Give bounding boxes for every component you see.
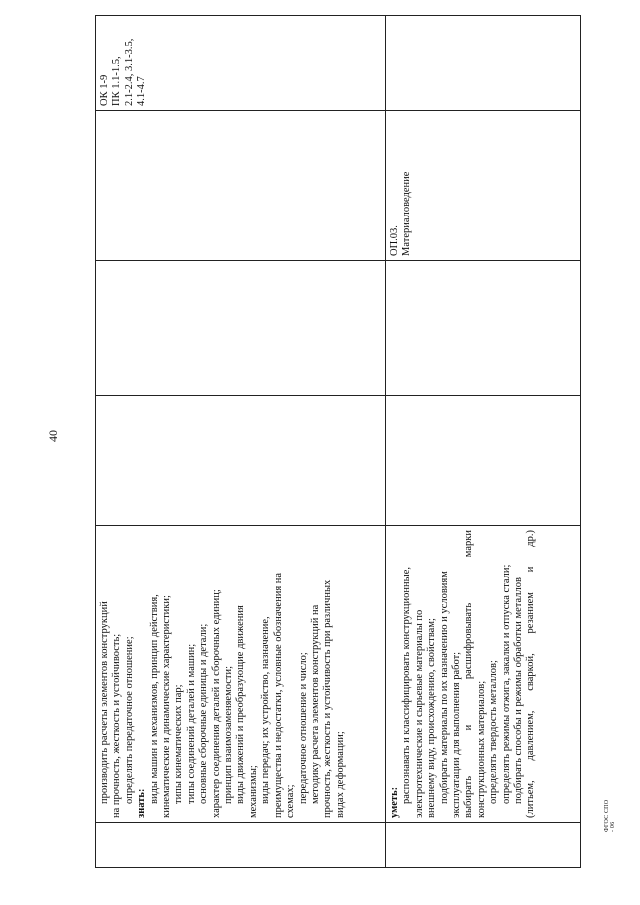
word: (литьем, [525,780,537,818]
text-line: определять твердость металлов; [488,660,500,804]
text-line: преимущества и недостатки, условные обозначения на [272,572,284,818]
text-line: типы соединений деталей и машин; [185,643,197,804]
text-line: прочность, жесткость и устойчивость при различных [322,579,334,818]
text-line: принцип взаимозаменяемости; [223,665,235,804]
word: резанием [525,592,537,634]
discipline-name: Материаловедение [401,171,413,256]
table-row [96,16,386,868]
word: др.) [525,530,537,547]
text-line: видах деформации; [334,731,346,818]
text-line: передаточное отношение и число; [297,652,309,804]
text-line: типы кинематических пар; [173,684,185,804]
word: выбирать [463,776,475,818]
text-line: виды машин и механизмов, принцип действия, [148,594,160,804]
discipline-cell [386,111,581,261]
text-line: конструкционных материалов; [475,680,487,818]
text-line: виды движений и преобразующие движения [235,605,247,804]
word: давлением, [525,710,537,761]
text-line: производить расчеты элементов конструкций [99,601,110,804]
text-line: подбирать материалы по их назначению и условиям [438,571,450,804]
competencies-cell [96,16,386,111]
text-line: распознавать и классифицировать конструкционные, [401,567,413,804]
text-line: эксплуатации для выполнения работ; [451,651,463,818]
competency-code: ОК 1-9 [99,74,110,106]
word: марки [463,530,475,558]
text-line: характер соединения деталей и сборочных единиц; [210,589,222,818]
competency-code: ПК 1.1-1.5, [111,56,123,106]
word: и [525,566,537,573]
discipline-code: ОП.03. [389,225,400,256]
hours-cell [96,396,386,526]
text-line: основные сборочные единицы и детали; [198,623,210,804]
discipline-cell [96,111,386,261]
text-line: кинематические и динамические характеристики; [161,595,173,818]
text-line: методику расчета элементов конструкций на [309,604,321,804]
text-line: механизмы; [247,765,259,818]
index-cell [96,823,386,868]
page-number: 40 [46,430,60,442]
index-cell [386,823,581,868]
word: и [463,724,475,731]
document-footer: ФГОС СПО - 06 [604,799,616,832]
text-line: подбирать способы и режимы обработки металлов [513,577,525,804]
justified-line [463,530,475,818]
hours-cell [386,396,581,526]
standards-table [95,16,580,868]
text-line: определять передаточное отношение; [123,636,135,804]
text-line: знать: [136,788,148,818]
text-line: внешнему виду, происхождению, свойствам; [426,618,438,818]
competencies-cell [386,16,581,111]
table-row [386,16,581,868]
text-line: виды передач; их устройство, назначение, [260,616,272,804]
text-line: схемах; [285,784,297,818]
competency-code: 2.1-2.4, 3.1-3.5, [123,38,135,106]
skills-heading: уметь: [389,786,400,818]
word: сваркой, [525,653,537,691]
total-hours-cell [386,261,581,396]
text-line: электротехнические и сырьевые материалы по [413,609,425,818]
requirements-cell [96,526,386,823]
text-line: определять режимы отжига, закалки и отпуска стали; [500,564,512,804]
total-hours-cell [96,261,386,396]
justified-line [525,530,537,818]
requirements-cell [386,526,581,823]
word: расшифровывать [463,602,475,680]
text-line: на прочность, жесткость и устойчивость; [111,633,123,818]
competency-code: 4.1-4.7 [136,76,148,106]
